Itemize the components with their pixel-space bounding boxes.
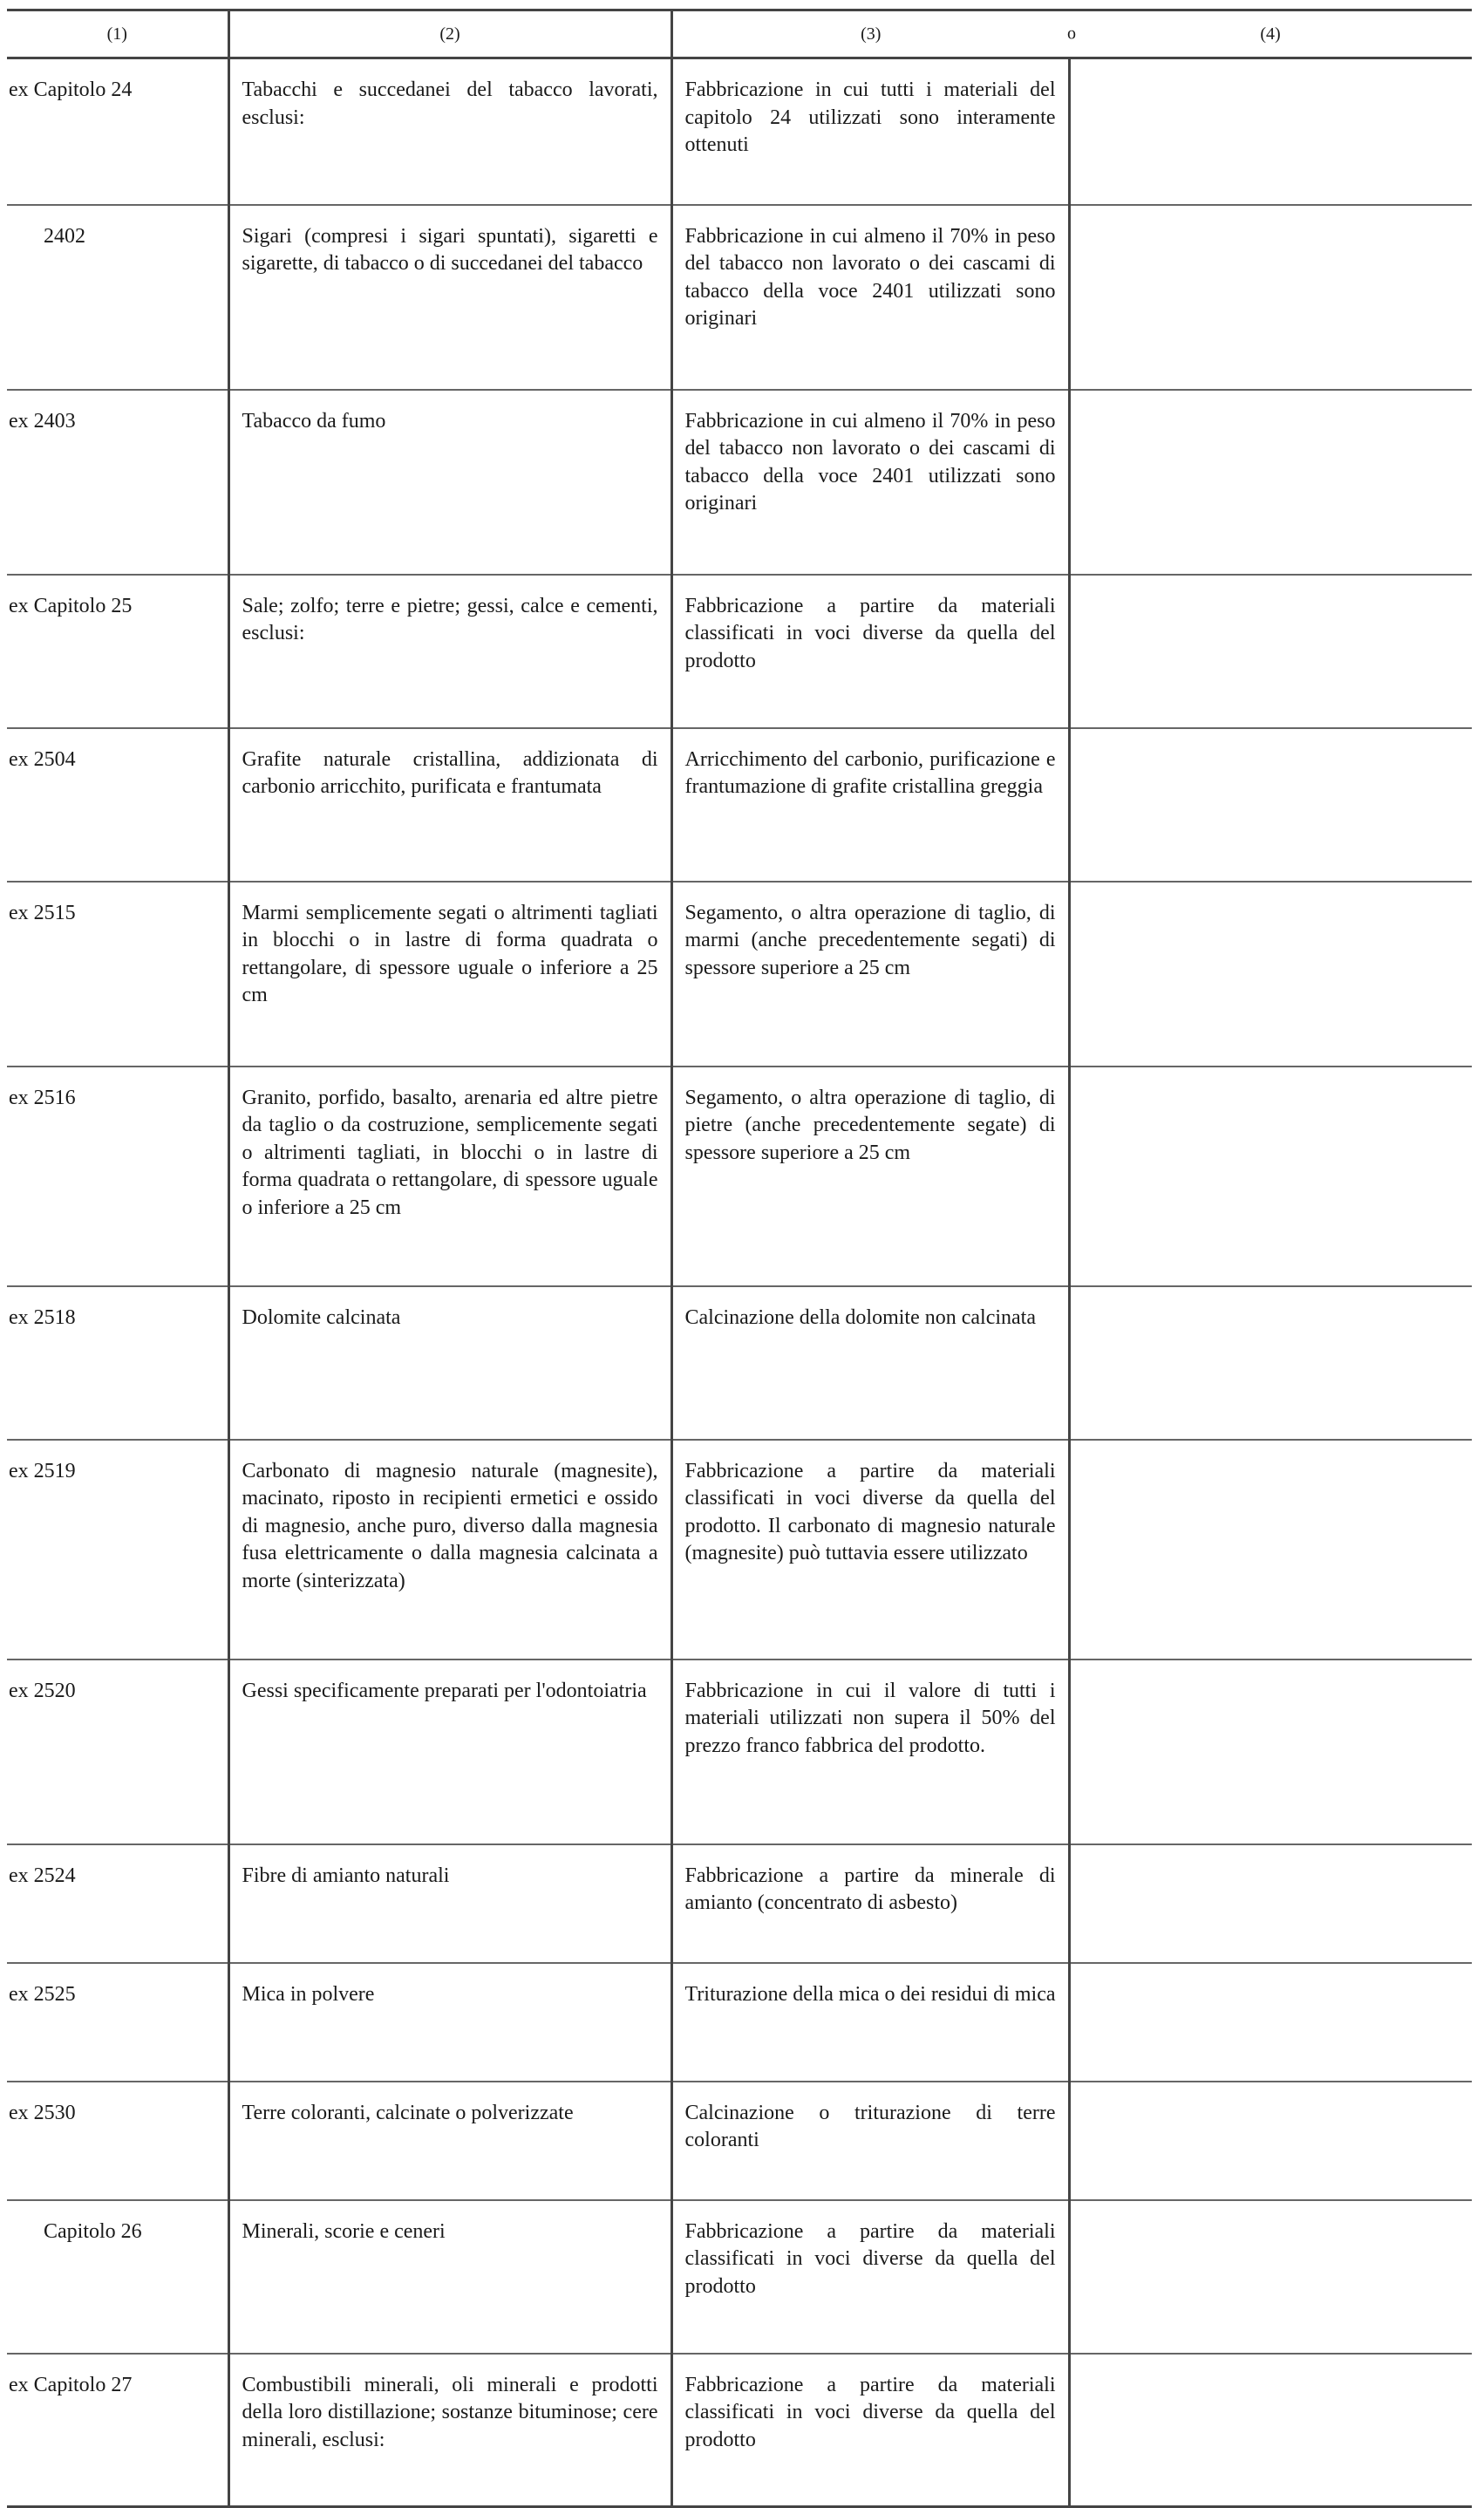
header-or-mark: o: [1067, 24, 1076, 44]
description-cell: Tabacchi e succedanei del tabacco lavorati, esclusi:: [228, 58, 671, 205]
table-row: [7, 1963, 1472, 2082]
rule-cell: Segamento, o altra operazione di taglio, di pietre (anche precedentemente segate) di spessore superiore a 25 cm: [671, 1067, 1069, 1286]
table-row: [7, 575, 1472, 728]
table-row: [7, 882, 1472, 1067]
table-row: [7, 1440, 1472, 1660]
header-col-4: (4): [1069, 10, 1472, 58]
code-cell: ex 2524: [7, 1844, 228, 1963]
alt-rule-cell: [1069, 2082, 1472, 2200]
rule-cell: Segamento, o altra operazione di taglio, di marmi (anche precedentemente segati) di spessore superiore a 25 cm: [671, 882, 1069, 1067]
rule-cell: Fabbricazione in cui tutti i materiali del capitolo 24 utilizzati sono interamente ottenuti: [671, 58, 1069, 205]
code-cell: ex Capitolo 25: [7, 575, 228, 728]
description-cell: Combustibili minerali, oli minerali e prodotti della loro distillazione; sostanze bituminose; cere minerali, esclusi:: [228, 2354, 671, 2507]
table-row: [7, 390, 1472, 575]
table-row: [7, 58, 1472, 205]
rule-cell: Fabbricazione a partire da materiali classificati in voci diverse da quella del prodotto. Il carbonato di magnesio naturale (magnesite) può tuttavia essere utilizzato: [671, 1440, 1069, 1660]
alt-rule-cell: [1069, 1440, 1472, 1660]
code-cell: ex 2525: [7, 1963, 228, 2082]
alt-rule-cell: [1069, 58, 1472, 205]
table-row: [7, 1286, 1472, 1440]
description-cell: Gessi specificamente preparati per l'odontoiatria: [228, 1660, 671, 1844]
description-cell: Fibre di amianto naturali: [228, 1844, 671, 1963]
description-cell: Sale; zolfo; terre e pietre; gessi, calce e cementi, esclusi:: [228, 575, 671, 728]
table-row: [7, 728, 1472, 882]
rule-cell: Calcinazione della dolomite non calcinata: [671, 1286, 1069, 1440]
header-col-2: (2): [228, 10, 671, 58]
header-col-3-label: (3): [861, 24, 882, 44]
description-cell: Grafite naturale cristallina, addizionata di carbonio arricchito, purificata e frantumata: [228, 728, 671, 882]
alt-rule-cell: [1069, 575, 1472, 728]
alt-rule-cell: [1069, 1963, 1472, 2082]
alt-rule-cell: [1069, 1660, 1472, 1844]
alt-rule-cell: [1069, 728, 1472, 882]
alt-rule-cell: [1069, 205, 1472, 390]
table-header-row: [7, 10, 1472, 58]
code-cell: ex 2518: [7, 1286, 228, 1440]
header-col-1: (1): [7, 10, 228, 58]
description-cell: Sigari (compresi i sigari spuntati), sigaretti e sigarette, di tabacco o di succedanei del tabacco: [228, 205, 671, 390]
description-cell: Marmi semplicemente segati o altrimenti tagliati in blocchi o in lastre di forma quadrata o rettangolare, di spessore uguale o inferiore a 25 cm: [228, 882, 671, 1067]
rule-cell: Fabbricazione a partire da minerale di amianto (concentrato di asbesto): [671, 1844, 1069, 1963]
alt-rule-cell: [1069, 1067, 1472, 1286]
table-row: [7, 2354, 1472, 2507]
table-row: [7, 2082, 1472, 2200]
description-cell: Minerali, scorie e ceneri: [228, 2200, 671, 2354]
rule-cell: Calcinazione o triturazione di terre coloranti: [671, 2082, 1069, 2200]
document-page: [7, 9, 1472, 2508]
alt-rule-cell: [1069, 2354, 1472, 2507]
alt-rule-cell: [1069, 882, 1472, 1067]
rule-cell: Fabbricazione a partire da materiali classificati in voci diverse da quella del prodotto: [671, 2354, 1069, 2507]
code-cell: Capitolo 26: [7, 2200, 228, 2354]
table-body: [7, 58, 1472, 2507]
description-cell: Mica in polvere: [228, 1963, 671, 2082]
code-cell: ex 2516: [7, 1067, 228, 1286]
table-row: [7, 2200, 1472, 2354]
description-cell: Tabacco da fumo: [228, 390, 671, 575]
code-cell: ex 2403: [7, 390, 228, 575]
code-cell: 2402: [7, 205, 228, 390]
table-row: [7, 1067, 1472, 1286]
rule-cell: Triturazione della mica o dei residui di mica: [671, 1963, 1069, 2082]
alt-rule-cell: [1069, 390, 1472, 575]
code-cell: ex Capitolo 27: [7, 2354, 228, 2507]
code-cell: ex 2530: [7, 2082, 228, 2200]
table-row: [7, 1660, 1472, 1844]
description-cell: Dolomite calcinata: [228, 1286, 671, 1440]
rule-cell: Fabbricazione a partire da materiali classificati in voci diverse da quella del prodotto: [671, 575, 1069, 728]
rule-cell: Fabbricazione in cui almeno il 70% in peso del tabacco non lavorato o dei cascami di tabacco della voce 2401 utilizzati sono originari: [671, 390, 1069, 575]
rule-cell: Arricchimento del carbonio, purificazione e frantumazione di grafite cristallina greggia: [671, 728, 1069, 882]
code-cell: ex 2504: [7, 728, 228, 882]
description-cell: Granito, porfido, basalto, arenaria ed altre pietre da taglio o da costruzione, semplicemente segati o altrimenti tagliati, in blocchi o in lastre di forma quadrata o rettangolare, di spessore uguale o inferiore a 25 cm: [228, 1067, 671, 1286]
rule-cell: Fabbricazione in cui almeno il 70% in peso del tabacco non lavorato o dei cascami di tabacco della voce 2401 utilizzati sono originari: [671, 205, 1069, 390]
header-col-3: [671, 10, 1076, 58]
table-row: [7, 205, 1472, 390]
rule-cell: Fabbricazione in cui il valore di tutti i materiali utilizzati non supera il 50% del prezzo franco fabbrica del prodotto.: [671, 1660, 1069, 1844]
code-cell: ex 2520: [7, 1660, 228, 1844]
code-cell: ex 2519: [7, 1440, 228, 1660]
alt-rule-cell: [1069, 2200, 1472, 2354]
alt-rule-cell: [1069, 1844, 1472, 1963]
alt-rule-cell: [1069, 1286, 1472, 1440]
code-cell: ex Capitolo 24: [7, 58, 228, 205]
origin-rules-table: [7, 9, 1472, 2508]
table-row: [7, 1844, 1472, 1963]
description-cell: Terre coloranti, calcinate o polverizzate: [228, 2082, 671, 2200]
description-cell: Carbonato di magnesio naturale (magnesite), macinato, riposto in recipienti ermetici e ossido di magnesio, anche puro, diverso dalla magnesia fusa elettricamente o dalla magnesia calcinata a morte (sinterizzata): [228, 1440, 671, 1660]
rule-cell: Fabbricazione a partire da materiali classificati in voci diverse da quella del prodotto: [671, 2200, 1069, 2354]
code-cell: ex 2515: [7, 882, 228, 1067]
